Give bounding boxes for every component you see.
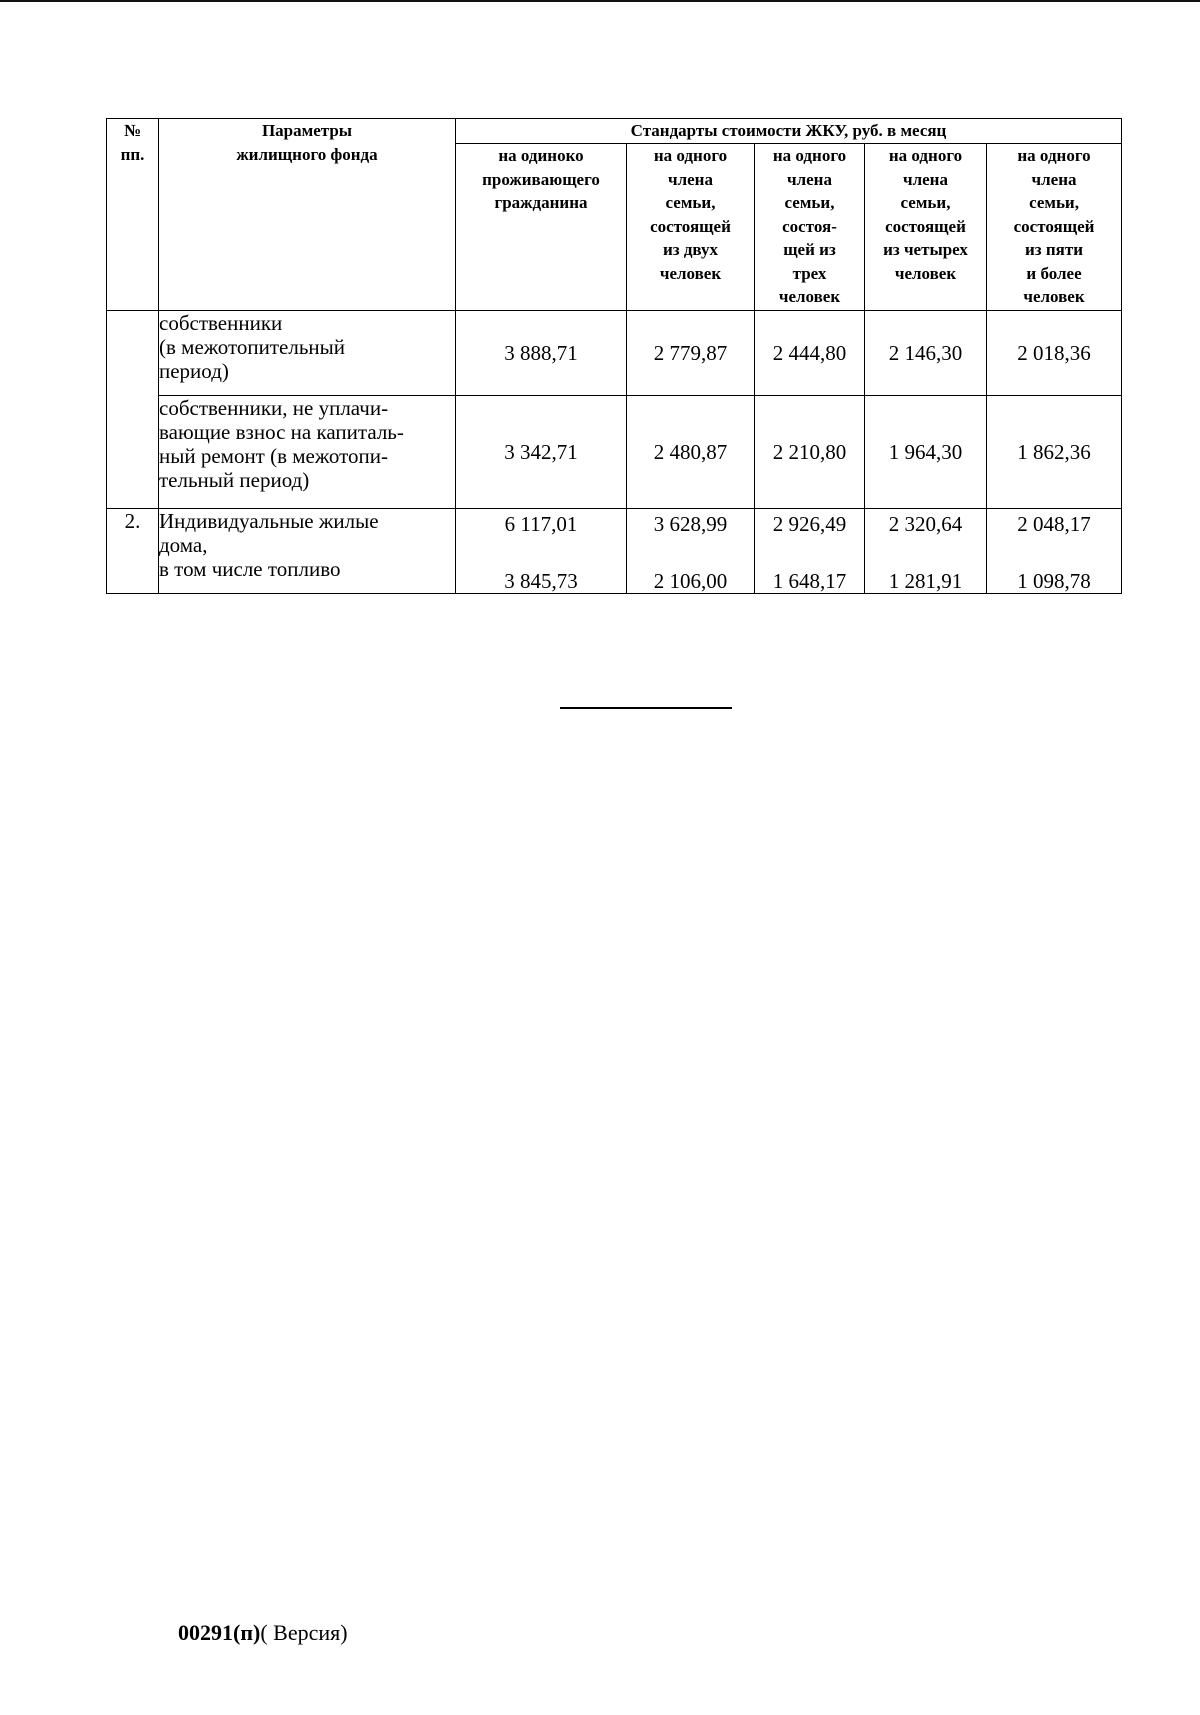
table-row <box>107 396 1122 509</box>
row-param: собственники (в межотопительный период) <box>159 311 456 396</box>
header-row-1 <box>107 119 1122 144</box>
header-group: Стандарты стоимости ЖКУ, руб. в месяц <box>456 119 1122 144</box>
document-code: 00291(п) <box>178 1620 261 1645</box>
row-param <box>159 509 456 594</box>
row-value-cell <box>755 509 865 594</box>
row-param: собственники, не уплачи- вающие взнос на капиталь- ный ремонт (в межотопи- тельный период) <box>159 396 456 509</box>
row-value-fuel: 2 106,00 <box>653 569 728 593</box>
row-param-line-2: в том числе топливо <box>159 557 341 581</box>
row-value: 2 048,17 <box>1017 512 1091 536</box>
document-version: ( Версия) <box>260 1620 348 1645</box>
row-value-cell <box>987 509 1122 594</box>
row-value: 1 862,36 <box>987 396 1122 509</box>
row-value: 2 926,49 <box>772 512 847 536</box>
row-value: 2 320,64 <box>888 512 963 536</box>
header-col-2: на одного члена семьи, состоящей из двух человек <box>627 144 755 311</box>
row-value: 1 964,30 <box>865 396 987 509</box>
document-footer <box>178 1620 348 1646</box>
row-value-fuel: 3 845,73 <box>504 569 578 593</box>
row-value-fuel: 1 098,78 <box>1017 569 1091 593</box>
cost-standards-table <box>106 118 1122 594</box>
row-value: 6 117,01 <box>504 512 578 536</box>
row-value: 2 018,36 <box>987 311 1122 396</box>
row-value: 2 779,87 <box>627 311 755 396</box>
row-value: 3 628,99 <box>653 512 728 536</box>
row-value-cell <box>627 509 755 594</box>
header-col-4: на одного члена семьи, состоящей из четырех человек <box>865 144 987 311</box>
header-col-1: на одиноко проживающего гражданина <box>456 144 627 311</box>
row-value-fuel: 1 648,17 <box>772 569 847 593</box>
row-num <box>107 311 159 509</box>
row-value-cell <box>456 509 627 594</box>
row-value-cell <box>865 509 987 594</box>
row-value: 2 480,87 <box>627 396 755 509</box>
row-value: 3 342,71 <box>456 396 627 509</box>
header-num: № пп. <box>107 119 159 311</box>
header-param: Параметры жилищного фонда <box>159 119 456 311</box>
row-param-line-1: Индивидуальные жилые дома, <box>159 509 379 557</box>
row-num: 2. <box>107 509 159 594</box>
table-row <box>107 509 1122 594</box>
row-value: 3 888,71 <box>456 311 627 396</box>
page-top-rule <box>0 0 1200 2</box>
row-value: 2 210,80 <box>755 396 865 509</box>
row-value-fuel: 1 281,91 <box>888 569 963 593</box>
row-value: 2 444,80 <box>755 311 865 396</box>
table-row <box>107 311 1122 396</box>
header-col-5: на одного члена семьи, состоящей из пяти и более человек <box>987 144 1122 311</box>
header-col-3: на одного члена семьи, состоя- щей из трех человек <box>755 144 865 311</box>
row-value: 2 146,30 <box>865 311 987 396</box>
end-divider-line <box>560 707 732 709</box>
